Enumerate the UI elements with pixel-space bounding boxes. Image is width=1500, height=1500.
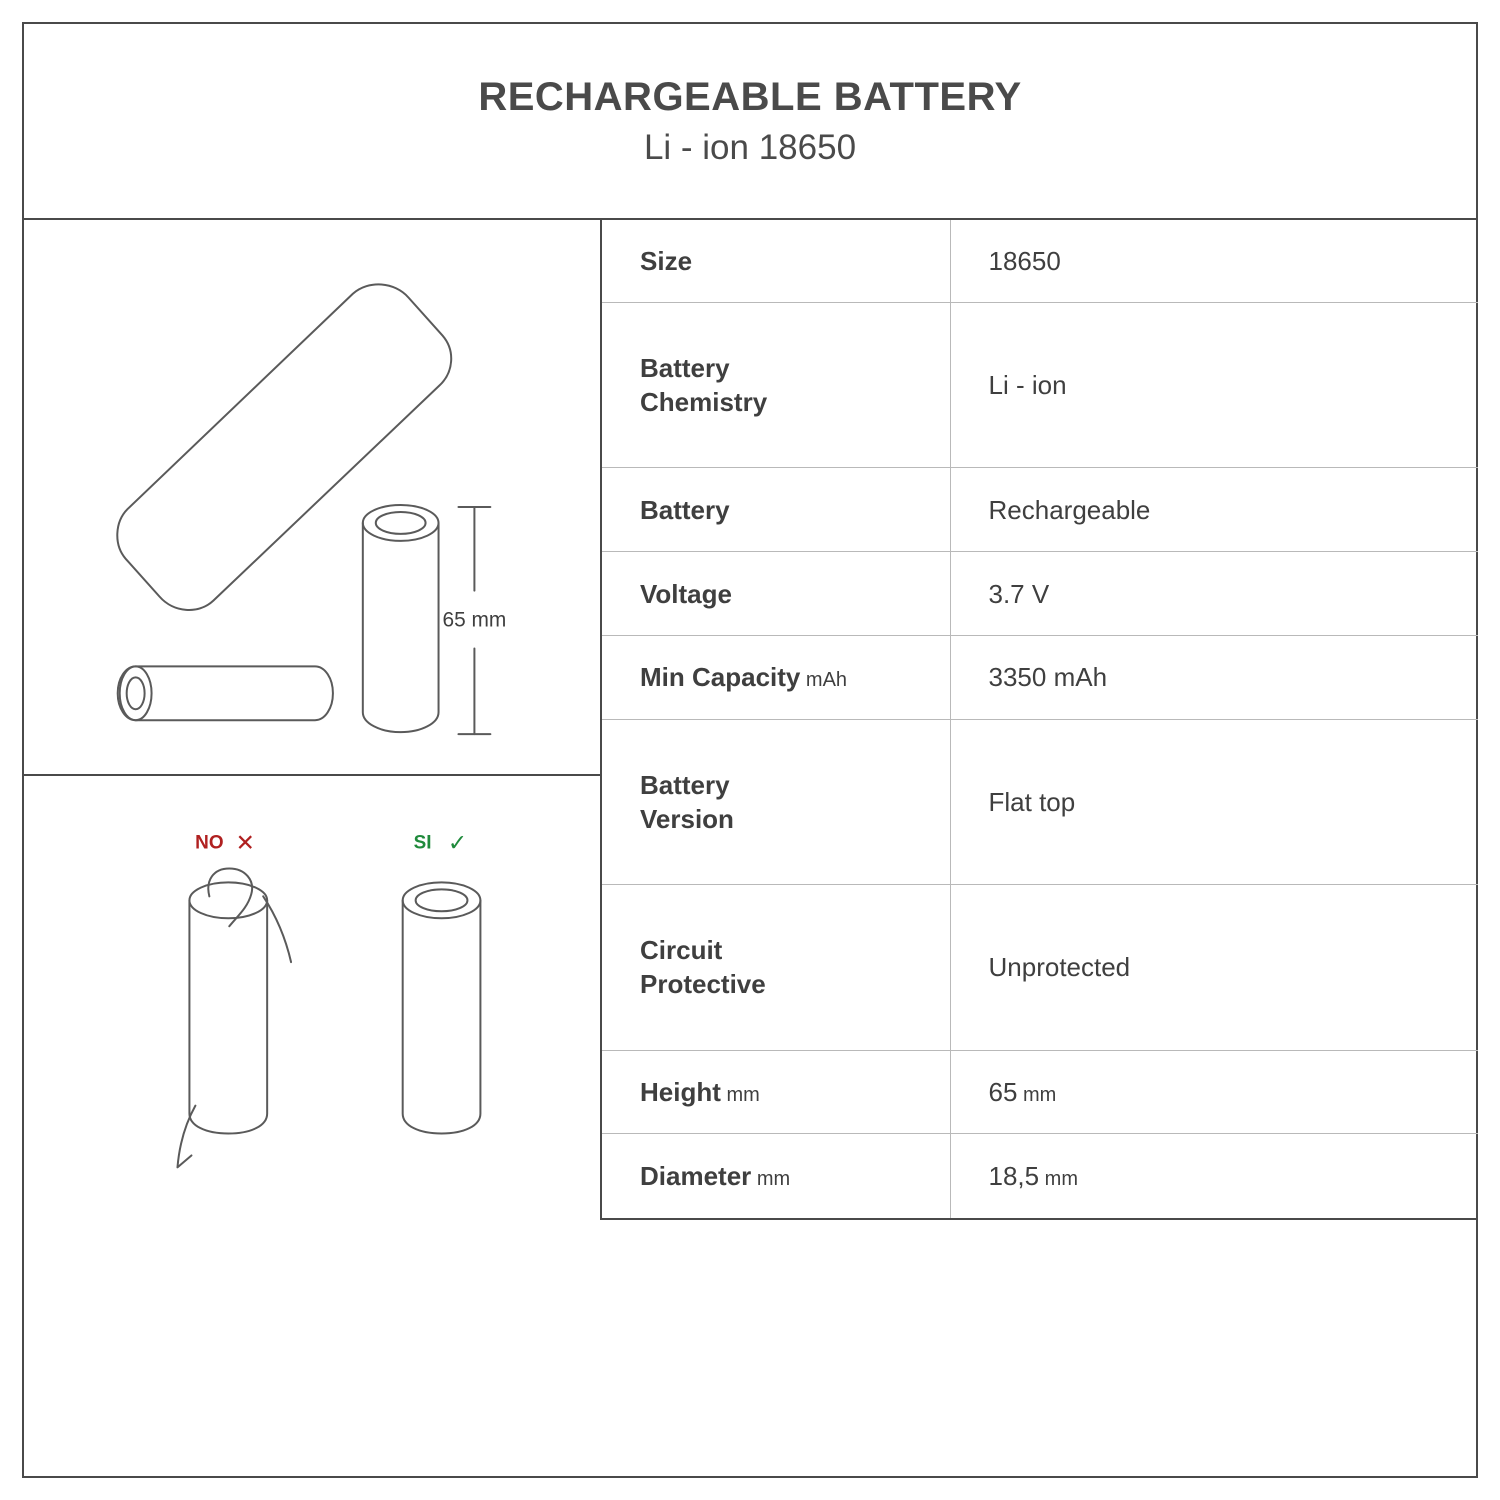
battery-views-panel: [24, 220, 600, 776]
spec-label: Height mm: [602, 1050, 950, 1134]
no-label: NO: [195, 832, 224, 854]
spec-value-unit: mm: [1039, 1168, 1078, 1191]
battery-plain-icon: [403, 882, 481, 1133]
datasheet-frame: [22, 22, 1478, 1478]
spec-label: Battery: [602, 468, 950, 552]
spec-value: 18650: [988, 245, 1061, 276]
spec-value: 3.7 V: [988, 578, 1050, 609]
dimension-label: 65 mm: [442, 608, 507, 632]
spec-label: Diameter mm: [602, 1134, 950, 1219]
spec-value: 18,5 mm: [988, 1161, 1078, 1192]
spec-value: Unprotected: [988, 952, 1131, 983]
specification-table: [602, 220, 1478, 1220]
spec-row: [602, 885, 1478, 1050]
usage-illustration: [24, 776, 600, 1220]
spec-row: [602, 1050, 1478, 1134]
battery-with-tabs-icon: [177, 868, 291, 1167]
spec-label-unit: mm: [720, 1083, 760, 1106]
spec-value: Li - ion: [988, 370, 1067, 401]
spec-label: Battery Version: [602, 719, 950, 884]
page-title: RECHARGEABLE BATTERY: [478, 74, 1022, 119]
battery-horizontal-icon: [118, 666, 333, 720]
spec-label: Size: [602, 220, 950, 303]
usage-panel: [24, 776, 600, 1220]
cross-icon: ✕: [235, 829, 255, 856]
check-icon: ✓: [447, 829, 468, 856]
spec-value: Flat top: [988, 786, 1076, 817]
spec-row: [602, 719, 1478, 884]
spec-row: [602, 303, 1478, 468]
spec-row: [602, 636, 1478, 720]
spec-row: [602, 552, 1478, 636]
spec-label-unit: mAh: [800, 669, 848, 692]
header: [24, 24, 1476, 220]
page-subtitle: Li - ion 18650: [643, 127, 857, 167]
spec-value: Rechargeable: [988, 494, 1151, 525]
spec-label: Circuit Protective: [602, 885, 950, 1050]
spec-label: Voltage: [602, 552, 950, 636]
spec-value: 65 mm: [988, 1076, 1057, 1107]
battery-vertical-icon: [363, 505, 439, 732]
specification-table-body: [602, 220, 1478, 1219]
spec-row: [602, 1134, 1478, 1219]
battery-isometric-icon: [117, 284, 451, 610]
footer-blank-area: [24, 1220, 1476, 1476]
battery-views-illustration: [24, 220, 600, 774]
spec-value: 3350 mAh: [988, 662, 1108, 693]
spec-value-unit: mm: [1017, 1083, 1057, 1106]
spec-row: [602, 468, 1478, 552]
spec-label: Battery Chemistry: [602, 303, 950, 468]
spec-label: Min Capacity mAh: [602, 636, 950, 720]
illustration-column: [24, 220, 602, 1220]
spec-label-unit: mm: [751, 1168, 791, 1191]
spec-row: [602, 220, 1478, 303]
si-label: SI: [413, 832, 432, 854]
